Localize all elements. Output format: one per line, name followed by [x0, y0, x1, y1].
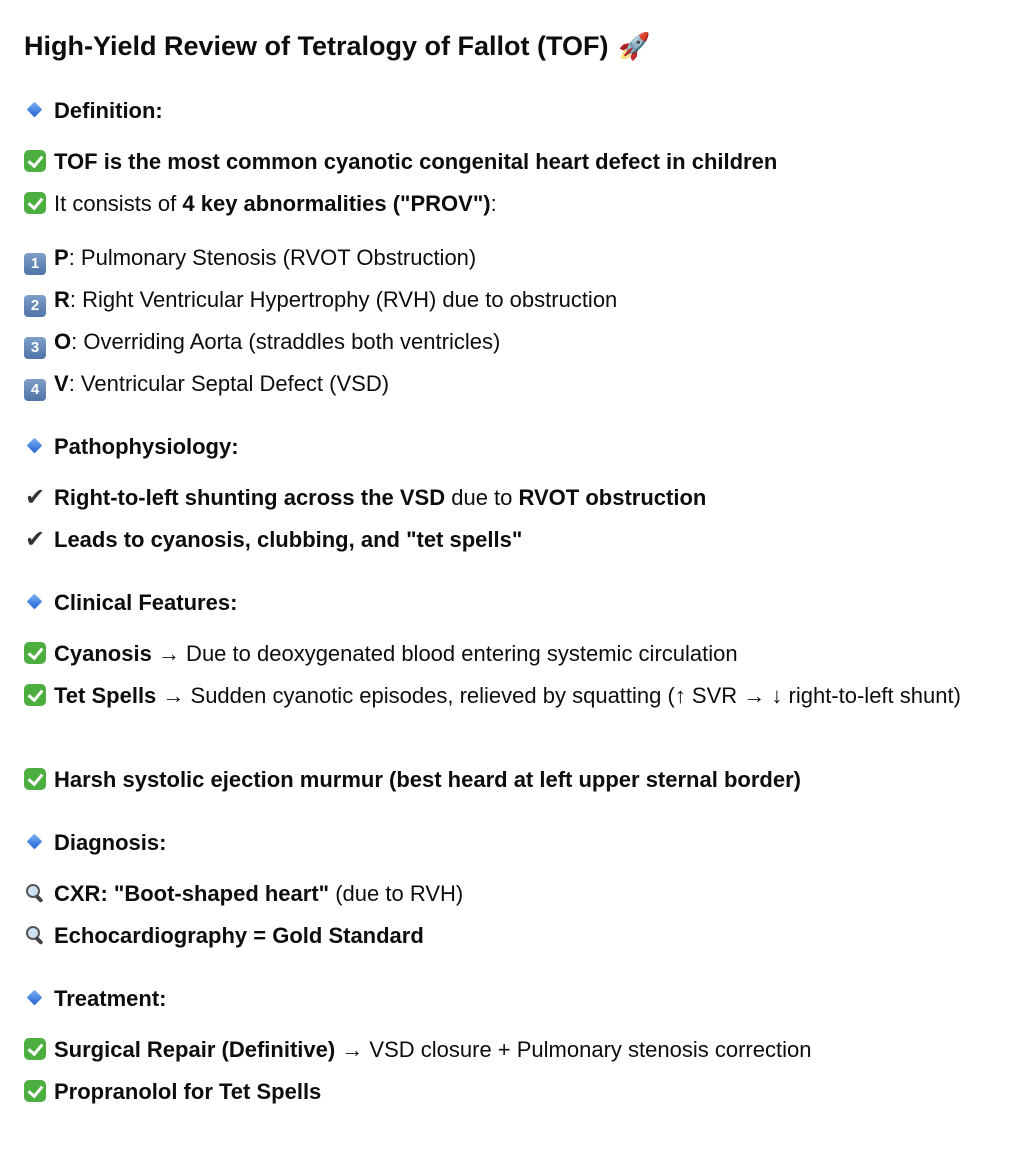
prov-item-r: 2 R: Right Ventricular Hypertrophy (RVH) due to obstruction — [24, 279, 1010, 321]
prov-item-o: 3 O: Overriding Aorta (straddles both ventricles) — [24, 321, 1010, 363]
diagnosis-item-cxr: CXR: "Boot-shaped heart" (due to RVH) — [24, 873, 1010, 915]
title-text: High-Yield Review of Tetralogy of Fallot (TOF) — [24, 31, 609, 61]
rocket-icon: 🚀 — [618, 31, 651, 61]
blue-diamond-icon — [24, 435, 46, 457]
magnifying-glass-icon — [24, 924, 46, 946]
keycap-3-icon: 3 — [24, 337, 46, 359]
check-mark-icon — [24, 1080, 46, 1102]
clinical-item-murmur: Harsh systolic ejection murmur (best heard at left upper sternal border) — [24, 759, 1010, 801]
section-heading-diagnosis: Diagnosis: — [24, 822, 1010, 864]
pathophysiology-item-2: ✔ Leads to cyanosis, clubbing, and "tet spells" — [24, 519, 1010, 561]
check-mark-icon — [24, 192, 46, 214]
check-mark-icon — [24, 684, 46, 706]
magnifying-glass-icon — [24, 882, 46, 904]
check-mark-icon — [24, 1038, 46, 1060]
blue-diamond-icon — [24, 831, 46, 853]
page-title — [24, 26, 1010, 66]
blue-diamond-icon — [24, 591, 46, 613]
section-heading-treatment: Treatment: — [24, 978, 1010, 1020]
definition-item-2: It consists of 4 key abnormalities ("PROV"): — [24, 183, 1010, 225]
keycap-2-icon: 2 — [24, 295, 46, 317]
clinical-item-tet-spells: Tet Spells → Sudden cyanotic episodes, relieved by squatting (↑ SVR → ↓ right-to-left shunt) — [24, 675, 1010, 717]
diagnosis-item-echo: Echocardiography = Gold Standard — [24, 915, 1010, 957]
pathophysiology-item-1: ✔ Right-to-left shunting across the VSD due to RVOT obstruction — [24, 477, 1010, 519]
check-mark-icon — [24, 768, 46, 790]
tick-icon: ✔ — [24, 484, 46, 511]
check-mark-icon — [24, 642, 46, 664]
definition-item-1: TOF is the most common cyanotic congenital heart defect in children — [24, 141, 1010, 183]
prov-item-v: 4 V: Ventricular Septal Defect (VSD) — [24, 363, 1010, 405]
blue-diamond-icon — [24, 99, 46, 121]
section-heading-pathophysiology: Pathophysiology: — [24, 426, 1010, 468]
blue-diamond-icon — [24, 987, 46, 1009]
treatment-item-surgery: Surgical Repair (Definitive) → VSD closure + Pulmonary stenosis correction — [24, 1029, 1010, 1071]
keycap-1-icon: 1 — [24, 253, 46, 275]
prov-item-p: 1 P: Pulmonary Stenosis (RVOT Obstruction) — [24, 237, 1010, 279]
keycap-4-icon: 4 — [24, 379, 46, 401]
section-heading-clinical-features: Clinical Features: — [24, 582, 1010, 624]
section-heading-definition: Definition: — [24, 90, 1010, 132]
check-mark-icon — [24, 150, 46, 172]
tick-icon: ✔ — [24, 526, 46, 553]
clinical-item-cyanosis: Cyanosis → Due to deoxygenated blood entering systemic circulation — [24, 633, 1010, 675]
treatment-item-propranolol: Propranolol for Tet Spells — [24, 1071, 1010, 1113]
